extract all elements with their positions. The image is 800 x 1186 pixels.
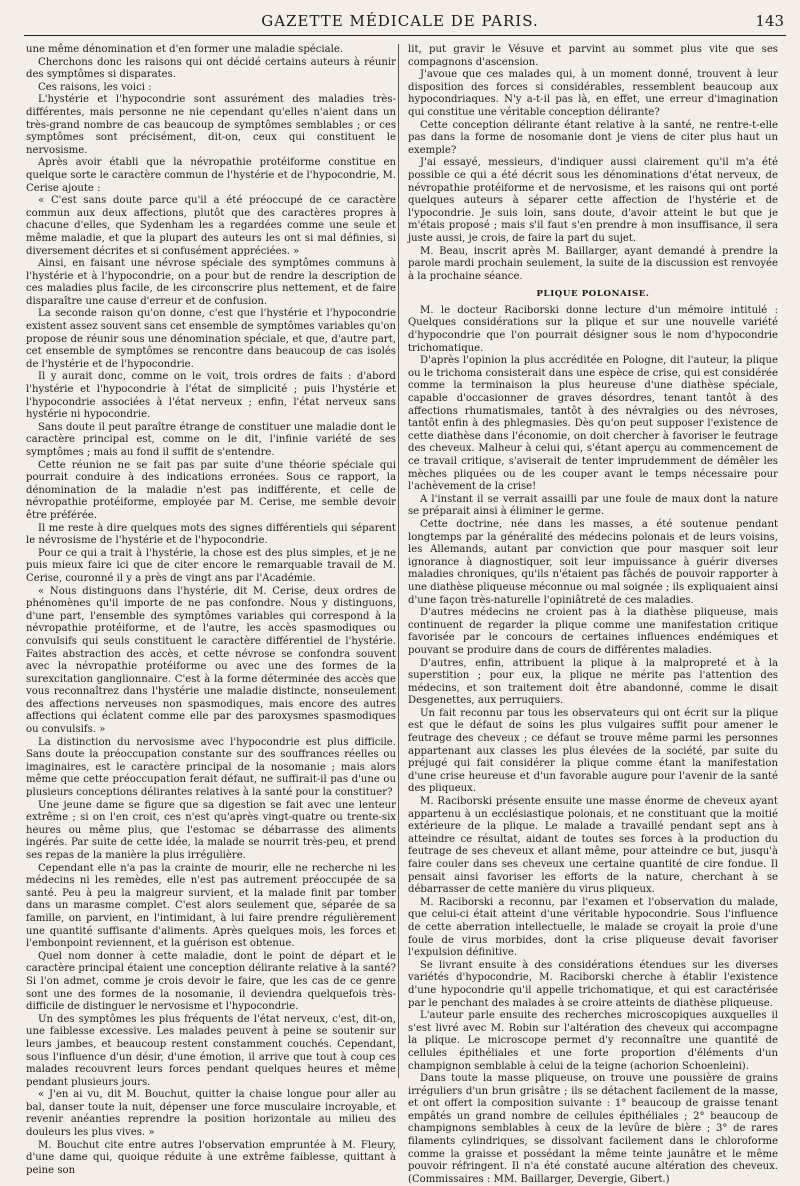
paragraph: J'ai essayé, messieurs, d'indiquer aussi clairement qu'il m'a été possible ce qui a été décrit sous les dénominations d'état nerveux, de névropathie protéiforme et de nervosisme, et les raisons qui ont porté quelques auteurs à séparer cette affection de l'hystérie et de l'ypocondrie. Je suis loin, sans doute, d'avoir atteint le but que je m'étais proposé ; mais s'il faut s'en prendre à mon insuffisance, il sera juste aussi, je crois, de faire la part du sujet. xyxy=(408,157,778,244)
paragraph: Dans toute la masse pliqueuse, on trouve une poussière de grains irréguliers d'un brun grisâtre ; ils se détachent facilement de la masse, et ont offert la composition suivante : 1° beaucoup de graisse tenant empâtés un grand nombre de cellules épithéliales ; 2° beaucoup de champignons semblables à ceux de la levûre de bière ; 3° de rares filaments cylindriques, se dissolvant facilement dans le chloroforme comme la graisse et possédant la même teinte jaunâtre et le même pouvoir réfringent. Il n'a été constaté aucune altération des cheveux. (Commissaires : MM. Baillarger, Devergie, Gibert.) xyxy=(408,1073,778,1185)
paragraph: Se livrant ensuite à des considérations étendues sur les diverses variétés d'hypocondrie, M. Raciborski cherche à établir l'existence d'une hypocondrie qu'il appelle trichomatique, et qui est caractérisée par le penchant des malades à se croire atteints de diathèse pliqueuse. xyxy=(408,959,778,1009)
paragraph: La distinction du nervosisme avec l'hypocondrie est plus difficile. Sans doute la préoccupation constante sur des souffrances réelles ou imaginaires, est le caractère principal de la nosomanie ; mais alors même que cette préoccupation ferait défaut, ne suffirait-il pas d'une ou plusieurs conceptions délirantes relatives à la santé pour la constituer? xyxy=(26,736,396,799)
paragraph: Ces raisons, les voici : xyxy=(38,81,152,93)
paragraph: Une jeune dame se figure que sa digestion se fait avec une lenteur extrême ; si on l'en croit, ces n'est qu'après vingt-quatre ou trente-six heures ou même plus, que l'estomac se débarrasse des aliments ingérés. Par suite de cette idée, la malade se nourrit très-peu, et prend ses repas de la manière la plus irrégulière. xyxy=(26,799,396,861)
paragraph: Ainsi, en faisant une névrose spéciale des symptômes communs à l'hystérie et à l'hypocondrie, on a pour but de rendre la description de ces maladies plus facile, de les circonscrire plus nettement, et de faire disparaître une cause d'erreur et de confusion. xyxy=(26,258,396,307)
paragraph: une même dénomination et d'en former une maladie spéciale. xyxy=(26,44,344,55)
paragraph: L'auteur parle ensuite des recherches microscopiques auxquelles il s'est livré avec M. Robin sur l'altération des cheveux qui accompagne la plique. Le microscope permet d'y reconnaître une quantité de cellules épithéliales et une forte proportion d'éléments d'un champignon semblable à celui de la teigne (achorion Schoenleini). xyxy=(408,1010,778,1072)
paragraph: Cette conception délirante étant relative à la santé, ne rentre-t-elle pas dans la forme de nosomanie dont je viens de citer plus haut un exemple? xyxy=(408,119,778,156)
paragraph: Cherchons donc les raisons qui ont décidé certains auteurs à réunir des symptômes si disparates. xyxy=(26,56,396,81)
paragraph: D'après l'opinion la plus accréditée en Pologne, dit l'auteur, la plique ou le trichoma consisterait dans une espèce de crise, qui est considérée comme la terminaison la plus heureuse d'une diathèse spéciale, capable d'occasionner de graves désordres, tenant tantôt à des affections rhumatismales, tantôt à des névralgies ou des névroses, tantôt enfin à des phlegmasies. Dès qu'on peut supposer l'existence de cette diathèse dans l'économie, on doit chercher à favoriser le feutrage des cheveux. Malheur à celui qui, s'étant aperçu au commencement de ce travail critique, s'aviserait de tenter imprudemment de démêler les mèches pliquées ou de les couper avant le temps nécessaire pour l'achèvement de la crise! xyxy=(408,355,778,493)
paragraph: Un des symptômes les plus fréquents de l'état nerveux, c'est, dit-on, une faiblesse excessive. Les malades peuvent à peine se soutenir sur leurs jambes, et beaucoup restent constamment couchés. Cependant, sous l'influence d'un désir, d'une émotion, il arrive que tout à coup ces malades recouvrent leurs forces pendant quelques heures et même pendant plusieurs jours. xyxy=(26,1013,396,1088)
paragraph: J'avoue que ces malades qui, à un moment donné, trouvent à leur disposition des forces si considérables, ressemblent beaucoup aux hypocondriaques. N'y a-t-il pas là, en effet, une erreur d'imagination qui constitue une véritable conception délirante? xyxy=(408,69,778,118)
paragraph: M. Raciborski a reconnu, par l'examen et l'observation du malade, que celui-ci était atteint d'une véritable hypocondrie. Sous l'influence de cette aberration intellectuelle, le malade se croyait la proie d'une foule de virus morbides, dont la crise pliqueuse devait favoriser l'expulsion définitive. xyxy=(408,896,778,959)
left-column xyxy=(26,44,396,1176)
paragraph: M. Bouchut cite entre autres l'observation empruntée à M. Fleury, d'une dame qui, quoique réduite à une extrême faiblesse, quittant à peine son xyxy=(26,1139,396,1176)
paragraph: M. Beau, inscrit après M. Baillarger, ayant demandé à prendre la parole mardi prochain seulement, la suite de la discussion est renvoyée à la prochaine séance. xyxy=(408,245,778,282)
paragraph: Cette doctrine, née dans les masses, a été soutenue pendant longtemps par la généralité des médecins polonais et de leurs voisins, les Allemands, autant par conviction que pour masquer soit leur ignorance à diagnostiquer, soit leur impuissance à guérir diverses maladies chroniques, qu'ils n'étaient pas fâchés de pouvoir rapporter à une diathèse pliqueuse méconnue ou mal soignée ; ils expliquaient ainsi d'une façon très-naturelle l'opiniâtreté de ces maladies. xyxy=(408,518,779,606)
paragraph: M. Raciborski présente ensuite une masse énorme de cheveux ayant appartenu à un ecclésiastique polonais, et ne constituant que la moitié extérieure de la plique. Le malade a travaillé pendant sept ans à atteindre ce résultat, aidant de toutes ses forces à la production du feutrage de ses cheveux et allant même, pour atteindre ce but, jusqu'à faire couler dans ses cheveux une certaine quantité de cire fondue. Il pensait ainsi favoriser les efforts de la nature, cherchant à se débarrasser de cette manière du virus pliqueux. xyxy=(408,796,778,896)
paragraph: Cette réunion ne se fait pas par suite d'une théorie spéciale qui pourrait conduire à des indications erronées. Sous ce rapport, la dénomination de la maladie n'est pas indifférente, et celle de névropathie protéiforme, employée par M. Cerise, me semble devoir être préférée. xyxy=(26,459,396,521)
paragraph: D'autres médecins ne croient pas à la diathèse pliqueuse, mais continuent de regarder la plique comme une manifestation critique favorisée par le concours de certaines influences endémiques et pouvant se produire dans de cours de différentes maladies. xyxy=(408,607,778,656)
section-heading: PLIQUE POLONAISE. xyxy=(536,289,650,300)
paragraph: Sans doute il peut paraître étrange de constituer une maladie dont le caractère principal est, comme on le dit, l'infinie variété de ses symptômes ; mais au fond il suffit de s'entendre. xyxy=(26,421,396,458)
paragraph: D'autres, enfin, attribuent la plique à la malpropreté et à la superstition ; pour eux, la plique ne mérite pas l'attention des médecins, et son traitement doit être abandonné, comme le disait Desgenettes, aux perruquiers. xyxy=(408,657,778,707)
paragraph: L'hystérie et l'hypocondrie sont assurément des maladies très-différentes, mais personne ne nie cependant qu'elles n'aient dans un très-grand nombre de cas beaucoup de symptômes semblables ; or ces symptômes sont précisément, dit-on, ceux qui constituent le nervosisme. xyxy=(26,94,396,156)
page-header xyxy=(0,0,800,36)
paragraph: Il y aurait donc, comme on le voit, trois ordres de faits : d'abord l'hystérie et l'hypocondrie à l'état de simplicité ; puis l'hystérie et l'hypocondrie associées à l'état nerveux ; enfin, l'état nerveux sans hystérie ni hypocondrie. xyxy=(26,371,396,421)
right-column xyxy=(408,44,779,1185)
paragraph: Un fait reconnu par tous les observateurs qui ont écrit sur la plique est que le défaut de soins les plus vulgaires suffit pour amener le feutrage des cheveux ; ce défaut se trouve même parmi les personnes appartenant aux classes les plus élevées de la société, par suite du préjugé qui fait considérer la plique comme étant la manifestation d'une crise heureuse et d'un favorable augure pour l'avenir de la santé des pliqueux. xyxy=(408,707,778,795)
page-number: 143 xyxy=(755,12,784,30)
paragraph: A l'instant il se verrait assailli par une foule de maux dont la nature se préparait ainsi à éliminer le germe. xyxy=(408,493,778,518)
journal-title: GAZETTE MÉDICALE DE PARIS. xyxy=(261,12,539,30)
paragraph: La seconde raison qu'on donne, c'est que l'hystérie et l'hypocondrie existent assez souvent sans cet ensemble de symptômes variables qu'on propose de réunir sous une dénomination spéciale, et que, d'autre part, cet ensemble de symptômes se rencontre dans beaucoup de cas isolés de l'hystérie et de l'hypocondrie. xyxy=(26,308,396,370)
paragraph: Après avoir établi que la névropathie protéiforme constitue en quelque sorte le caractère commun de l'hystérie et de l'hypocondrie, M. Cerise ajoute : xyxy=(26,157,396,194)
paragraph: Quel nom donner à cette maladie, dont le point de départ et le caractère principal étaient une conception délirante relative à la santé? Si l'on admet, comme je crois devoir le faire, que les cas de ce genre sont une des formes de la nosomanie, il deviendra quelquefois très-difficile de distinguer le nervosisme et l'hypocondrie. xyxy=(26,950,396,1013)
paragraph: lit, put gravir le Vésuve et parvint au sommet plus vite que ses compagnons d'ascension. xyxy=(408,44,778,68)
column-divider xyxy=(398,44,399,1078)
paragraph: « Nous distinguons dans l'hystérie, dit M. Cerise, deux ordres de phénomènes qu'il importe de ne pas confondre. Nous y distinguons, d'une part, l'ensemble des symptômes variables qui correspond à la névropathie protéiforme, et de l'autre, les accès spasmodiques ou convulsifs qui seuls constituent le caractère différentiel de l'hystérie. Faites abstraction des accès, et cette névrose se confondra souvent avec la névropathie protéiforme ou avec une des formes de la surexcitation ganglionnaire. C'est à la forme déterminée des accès que vous reconnaîtrez dans l'hystérie une maladie distincte, nonseulement des affections nerveuses non spasmodiques, mais encore des autres affections qui éclatent comme elle par des paroxysmes spasmodiques ou convulsifs. » xyxy=(26,585,396,736)
paragraph: Cependant elle n'a pas la crainte de mourir, elle ne recherche ni les médecins ni les remèdes, elle n'est pas autrement préoccupée de sa santé. Peu à peu la maigreur survient, et la malade finit par tomber dans un marasme complet. C'est alors seulement que, séparée de sa famille, on parvient, en l'intimidant, à lui faire prendre régulièrement une quantité suffisante d'aliments. Après quelques mois, les forces et l'embonpoint reviennent, et la guérison est obtenue. xyxy=(26,862,396,950)
paragraph: « C'est sans doute parce qu'il a été préoccupé de ce caractère commun aux deux affections, plutôt que des caractères propres à chacune d'elles, que Sydenham les a regardées comme une seule et même maladie, et que la plupart des auteurs les ont si mal définies, si diversement décrites et si confusément appréciées. » xyxy=(26,195,396,257)
paragraph: Pour ce qui a trait à l'hystérie, la chose est des plus simples, et je ne puis mieux faire ici que de citer encore le remarquable travail de M. Cerise, couronné il y a près de vingt ans par l'Académie. xyxy=(26,547,396,584)
header-rule xyxy=(24,35,786,36)
paragraph: M. le docteur Raciborski donne lecture d'un mémoire intitulé : Quelques considérations sur la plique et sur une nouvelle variété d'hypocondrie que l'on pourrait désigner sous le nom d'hypocondrie trichomatique. xyxy=(408,304,778,354)
paragraph: Il me reste à dire quelques mots des signes différentiels qui séparent le névrosisme de l'hystérie et de l'hypocondrie. xyxy=(26,522,396,547)
paragraph: « J'en ai vu, dit M. Bouchut, quitter la chaise longue pour aller au bal, danser toute la nuit, dépenser une force musculaire incroyable, et revenir anéanties reprendre la position horizontale au milieu des douleurs les plus vives. » xyxy=(26,1089,396,1139)
